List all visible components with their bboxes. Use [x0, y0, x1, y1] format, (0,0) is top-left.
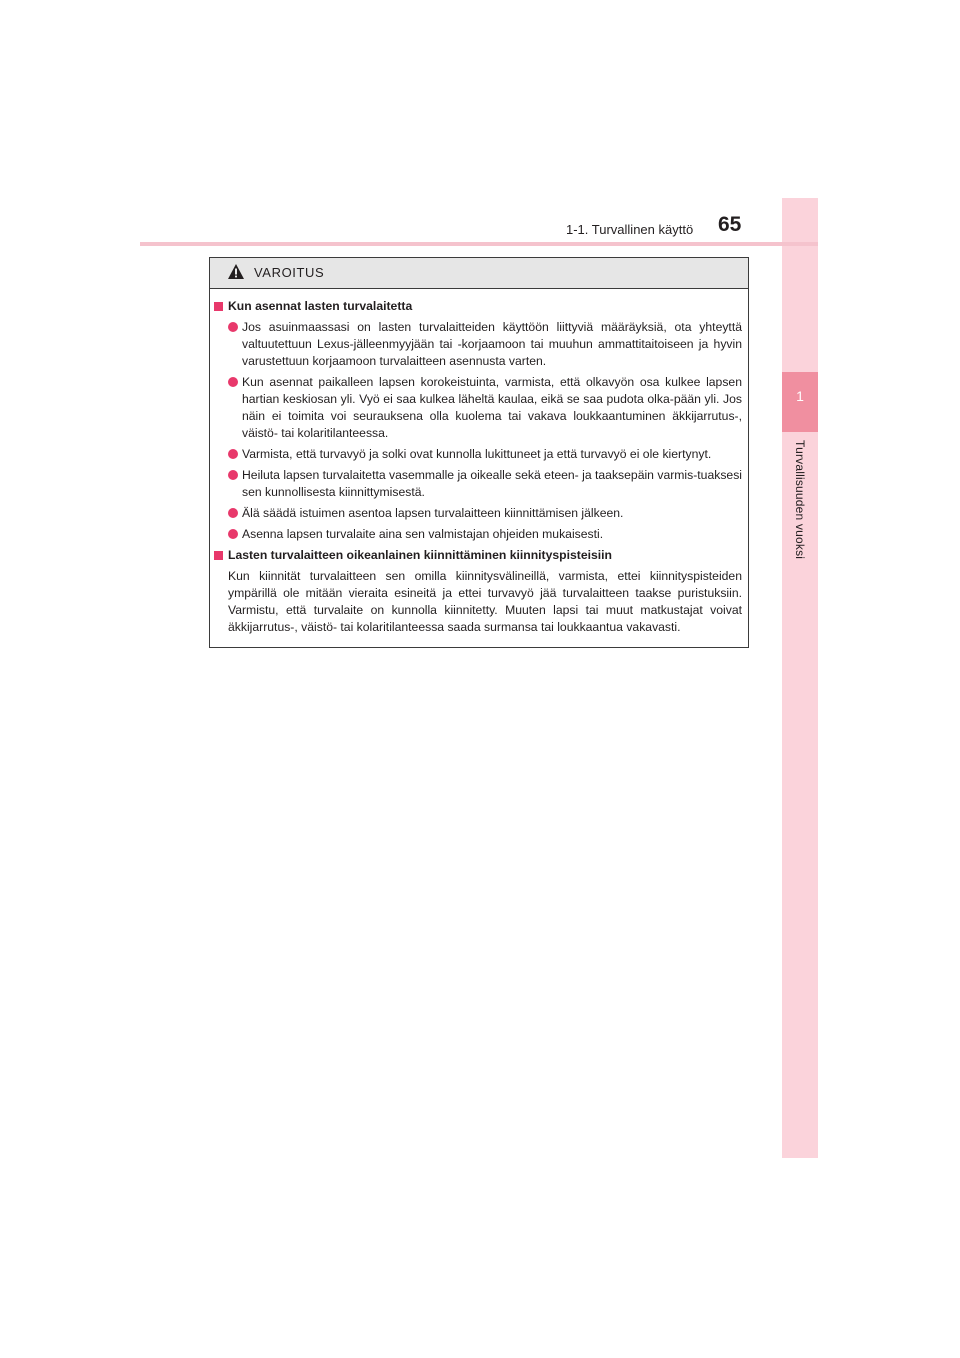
list-item [210, 467, 742, 501]
section-paragraph: Kun kiinnität turvalaitteen sen omilla kiinnitysvälineillä, varmista, ettei kiinnityspisteiden ympärillä ole mitään vieraita esineitä ja ettei turvavyö jää turvalaitteen taakse puristuksiin. Varmistu, että turvalaite on kunnolla kiinnitetty. Muuten lapsi tai muut matkustajat voivat äkkijarrutus-, väistö- tai kolaritilanteessa saada surmansa tai loukkaantua vakavasti. [228, 569, 742, 634]
side-strip [782, 198, 818, 1158]
square-bullet-icon [214, 302, 223, 311]
page-number: 65 [718, 213, 742, 236]
circle-bullet-icon [228, 377, 238, 387]
list-item-text: Kun asennat paikalleen lapsen korokeistuinta, varmista, että olkavyön osa kulkee lapsen hartian keskiosan yli. Vyö ei saa kulkea läheltä kaulaa, eikä se saa pudota olka-pään yli. Jos näin ei toimita voi seurauksena olla kuolema tai vakava loukkaantuminen äkkijarrutus-, väistö- tai kolaritilanteessa. [242, 375, 742, 440]
warning-triangle-icon [227, 263, 245, 280]
circle-bullet-icon [228, 470, 238, 480]
list-item-text: Heiluta lapsen turvalaitetta vasemmalle ja oikealle sekä eteen- ja taaksepäin varmis-tuaksesi sen kunnollisesta kiinnittymisestä. [242, 468, 742, 499]
circle-bullet-icon [228, 322, 238, 332]
list-item [210, 446, 742, 463]
list-item [210, 374, 742, 442]
chapter-title: Turvallisuuden vuoksi [793, 440, 807, 560]
header-rule [140, 242, 818, 246]
section-heading [210, 298, 742, 315]
section-heading [210, 547, 742, 564]
list-item [210, 526, 742, 543]
circle-bullet-icon [228, 449, 238, 459]
section-heading-text: Lasten turvalaitteen oikeanlainen kiinnittäminen kiinnityspisteisiin [228, 548, 613, 562]
list-item-text: Jos asuinmaassasi on lasten turvalaitteiden käyttöön liittyviä määräyksiä, ota yhteyttä valtuutettuun Lexus-jälleenmyyjään tai -korjaamoon tai muuhun ammattitaitoiseen ja hyvin varustettuun korjaamoon turvalaitteen asennusta varten. [242, 320, 742, 368]
chapter-number: 1 [796, 388, 804, 404]
warning-content [210, 298, 750, 636]
square-bullet-icon [214, 551, 223, 560]
warning-box [209, 257, 749, 648]
circle-bullet-icon [228, 529, 238, 539]
warning-header [210, 258, 748, 289]
list-item [210, 505, 742, 522]
warning-title: VAROITUS [254, 265, 325, 280]
circle-bullet-icon [228, 508, 238, 518]
section-heading-text: Kun asennat lasten turvalaitetta [228, 299, 413, 313]
list-item-text: Asenna lapsen turvalaite aina sen valmistajan ohjeiden mukaisesti. [242, 527, 604, 541]
list-item-text: Älä säädä istuimen asentoa lapsen turvalaitteen kiinnittämisen jälkeen. [242, 506, 624, 520]
list-item-text: Varmista, että turvavyö ja solki ovat kunnolla lukittuneet ja että turvavyö ei ole kiertynyt. [242, 447, 712, 461]
section-title: 1-1. Turvallinen käyttö [566, 222, 694, 237]
list-item [210, 319, 742, 370]
